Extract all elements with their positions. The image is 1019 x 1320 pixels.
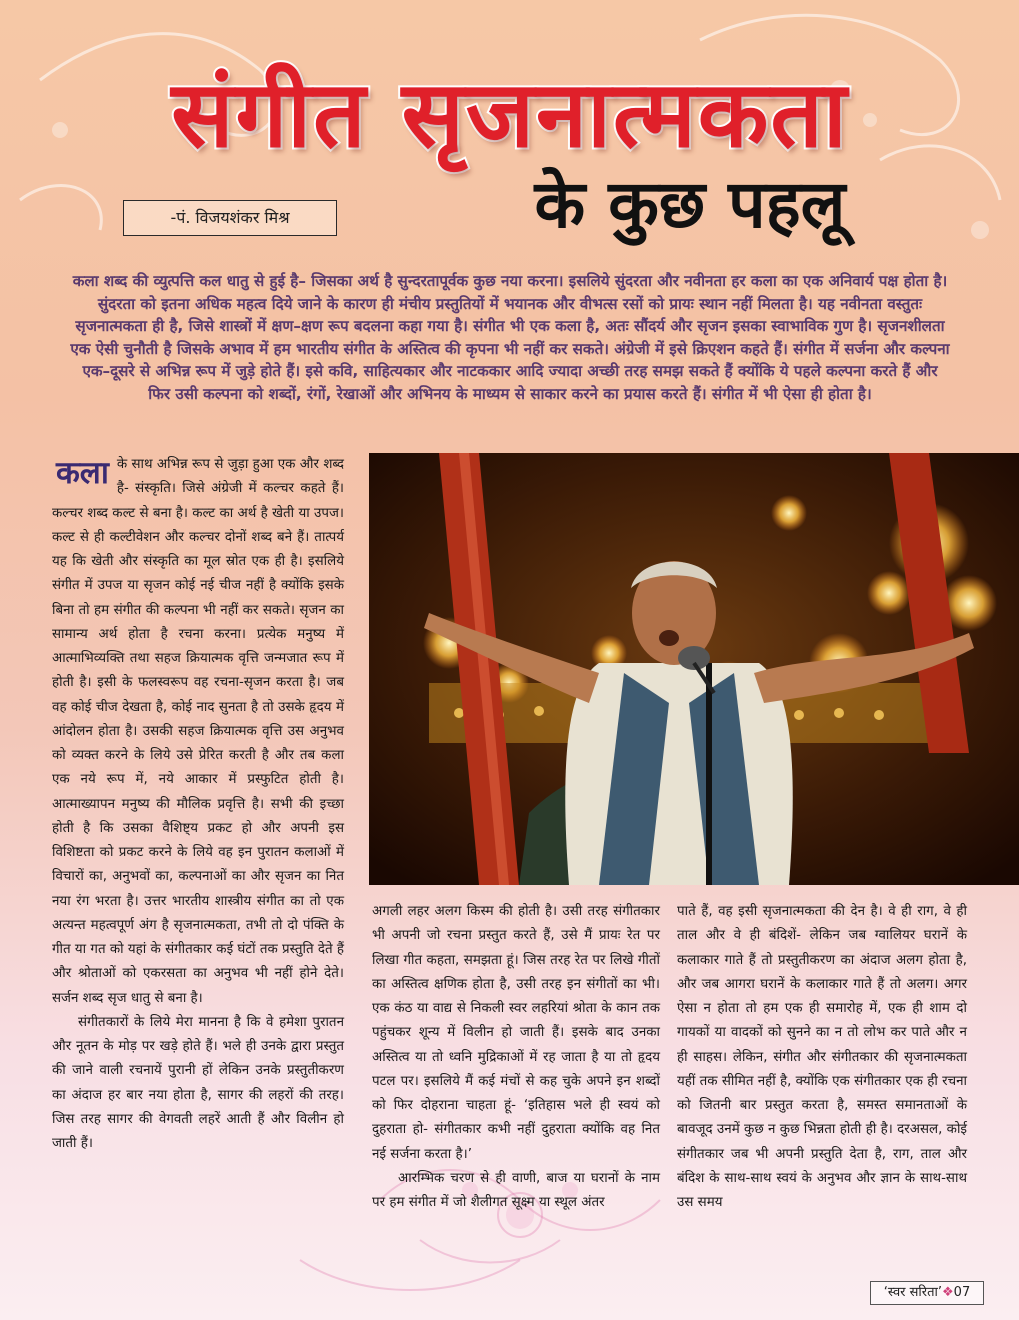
article-title: संगीत सृजनात्मकता	[171, 61, 849, 168]
article-subtitle: के कुछ पहलू	[534, 166, 846, 243]
drop-cap: कला	[56, 455, 109, 491]
page-footer	[870, 1281, 984, 1305]
body-paragraph: के साथ अभिन्न रूप से जुड़ा हुआ एक और शब्द है- संस्कृति। जिसे अंग्रेजी में कल्चर कहते हैं। कल्चर शब्द कल्ट से बना है। कल्ट का अर्थ है खेती या उपज। कल्ट से ही कल्टीवेशन और कल्चर दोनों शब्द बने हैं। तात्पर्य यह कि खेती और संस्कृति का मूल स्रोत एक ही है। इसलिये संगीत में उपज या सृजन कोई नई चीज नहीं है क्योंकि इसके बिना तो हम संगीत की कल्पना भी नहीं कर सकते। सृजन का सामान्य अर्थ होता है रचना करना। प्रत्येक मनुष्य में आत्माभिव्यक्ति तथा सहज क्रियात्मक वृत्ति जन्मजात रूप में होती है। इसी के फलस्वरूप वह रचना-सृजन करता है। जब वह कोई चीज देखता है, कोई नाद सुनता है तो उसके हृदय में आंदोलन होता है। उसकी सहज क्रियात्मक वृत्ति उस अनुभव को व्यक्त करने के लिये उसे प्रेरित करती है और तब कला एक नये रूप में, नये आकार में प्रस्फुटित होती है। आत्माख्यापन मनुष्य की मौलिक प्रवृत्ति है। सभी की इच्छा होती है कि उसका वैशिष्ट्य प्रकट हो और अपनी इस विशिष्टता को प्रकट करने के लिये वह इन पुरातन कलाओं में विचारों का, अनुभवों का, कल्पनाओं का और सृजन का नित नया रंग भरता है। उत्तर भारतीय शास्त्रीय संगीत का तो एक अत्यन्त महत्वपूर्ण अंग है सृजनात्मकता, तभी तो दो पंक्ति के गीत या गत को यहां के संगीतकार कई घंटों तक प्रस्तुति देते हैं और श्रोताओं को एकरसता का अनुभव भी नहीं होने देते। सर्जन शब्द सृज धातु से बना है।	[52, 457, 344, 1006]
body-paragraph: आरम्भिक चरण से ही वाणी, बाज या घरानों के नाम पर हम संगीत में जो शैलीगत सूक्ष्म या स्थूल अंतर	[372, 1170, 660, 1210]
photo-illustration	[369, 453, 1019, 885]
singer-performance-photo	[369, 453, 1019, 885]
intro-paragraph: कला शब्द की व्युत्पत्ति कल धातु से हुई है– जिसका अर्थ है सुन्दरतापूर्वक कुछ नया करना। इसलिये सुंदरता और नवीनता हर कला का एक अनिवार्य पक्ष होता है। सुंदरता को इतना अधिक महत्व दिये जाने के कारण ही मंचीय प्रस्तुतियों में भयानक और वीभत्स रसों को प्रायः स्थान नहीं मिलता है। यह नवीनता वस्तुतः सृजनात्मकता ही है, जिसे शास्त्रों में क्षण–क्षण रूप बदलना कहा गया है। संगीत भी एक कला है, अतः सौंदर्य और सृजन इसका स्वाभाविक गुण है। सृजनशीलता एक ऐसी चुनौती है जिसके अभाव में हम भारतीय संगीत के अस्तित्व की कृपना भी नहीं कर सकते। अंग्रेजी में इसे क्रिएशन कहते हैं। संगीत में सर्जना और कल्पना एक–दूसरे से अभिन्न रूप में जुड़े होते हैं। इसे कवि, साहित्यकार और नाटककार आदि ज्यादा अच्छी तरह समझ सकते हैं क्योंकि ये पहले कल्पना करते हैं और फिर उसी कल्पना को शब्दों, रंगों, रेखाओं और अभिनय के माध्यम से साकार करने का प्रयास करते हैं। संगीत में भी ऐसा ही होता है।	[70, 272, 950, 403]
column-3	[677, 900, 967, 1215]
body-paragraph: पाते हैं, वह इसी सृजनात्मकता की देन है। वे ही राग, वे ही ताल और वे ही बंदिशें- लेकिन जब ग्वालियर घरानें के कलाकार गाते हैं तो प्रस्तुतीकरण का अंदाज अलग होता है, और जब आगरा घरानें के कलाकार गाते हैं तो अलग। अगर ऐसा न होता तो हम एक ही समारोह में, एक ही शाम दो गायकों या वादकों को सुनने का न तो लोभ कर पाते और न ही साहस। लेकिन, संगीत और संगीतकार की सृजनात्मकता यहीं तक सीमित नहीं है, क्योंकि एक संगीतकार एक ही रचना को जितनी बार प्रस्तुत करता है, समस्त समानताओं के बावजूद उनमें कुछ न कुछ भिन्नता होती ही है। दरअसल, कोई संगीतकार जब भी अपनी प्रस्तुति देता है, राग, ताल और बंदिश के साथ-साथ स्वयं के अनुभव और ज्ञान के साथ-साथ उस समय	[677, 904, 967, 1210]
column-1	[52, 453, 344, 1156]
body-paragraph: संगीतकारों के लिये मेरा मानना है कि वे हमेशा पुरातन और नूतन के मोड़ पर खड़े होते हैं। भले ही उनके द्वारा प्रस्तुत की जाने वाली रचनायें पुरानी हों लेकिन उनके प्रस्तुतीकरण का अंदाज हर बार नया होता है, सागर की लहरों की तरह। जिस तरह सागर की वेगवती लहरें आती हैं और विलीन हो जाती हैं।	[52, 1014, 344, 1151]
page-number: 07	[953, 1285, 971, 1300]
ornament-icon: ❖	[942, 1285, 954, 1300]
magazine-name: ‘स्वर सरिता’	[883, 1285, 943, 1300]
body-paragraph: अगली लहर अलग किस्म की होती है। उसी तरह संगीतकार भी अपनी जो रचना प्रस्तुत करते हैं, उसे मैं प्रायः रेत पर लिखा गीत कहता, समझता हूं। जिस तरह रेत पर लिखे गीतों का अस्तित्व क्षणिक होता है, उसी तरह इन संगीतों का भी। एक कंठ या वाद्य से निकली स्वर लहरियां श्रोता के कान तक पहुंचकर शून्य में विलीन हो जाती हैं। इसके बाद उनका अस्तित्व या तो ध्वनि मुद्रिकाओं में रह जाता है या तो हृदय पटल पर। इसलिये मैं कई मंचों से कह चुके अपने इन शब्दों को फिर दोहराना चाहता हूं- ‘इतिहास भले ही स्वयं को दुहराता हो- संगीतकार कभी नहीं दुहराता क्योंकि वह नित नई सर्जना करता है।’	[372, 904, 660, 1162]
column-2	[372, 900, 660, 1215]
author-byline: -पं. विजयशंकर मिश्र	[123, 200, 337, 236]
